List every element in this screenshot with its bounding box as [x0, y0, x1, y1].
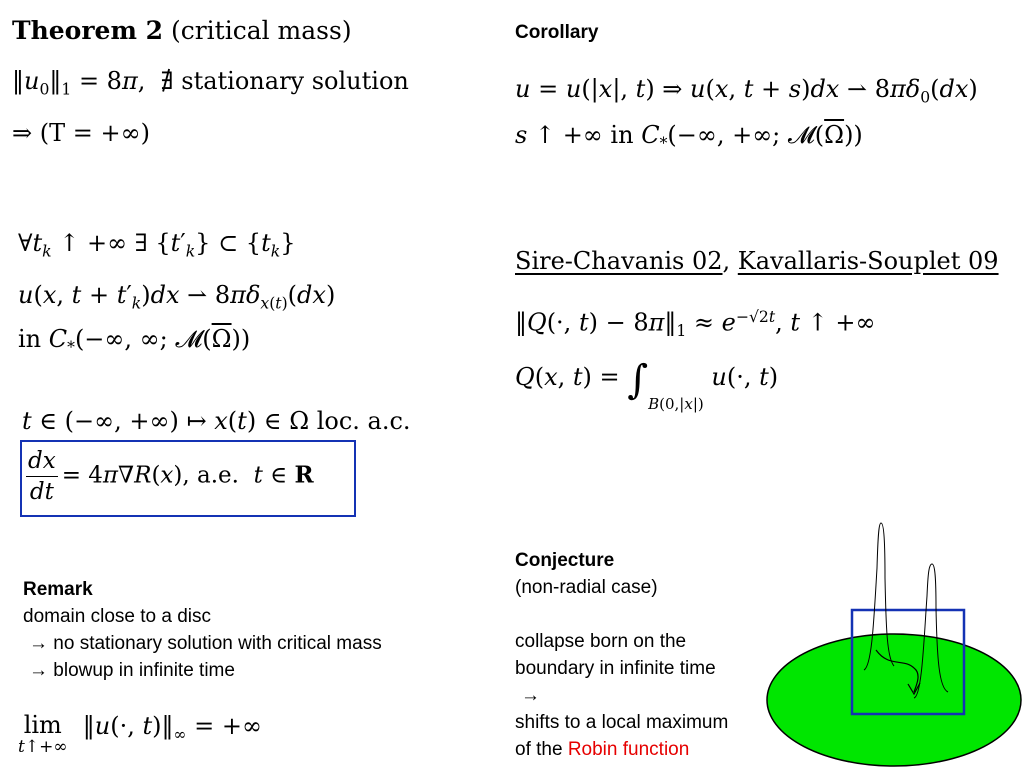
remark-item-no-stationary: → no stationary solution with critical mass	[29, 633, 382, 654]
subsequence-line: $\forall t_k$ ↑ +∞ ∃ $\{t'_k\}$ ⊂ $\{t_k\}$	[18, 229, 296, 261]
boxed-equation: $\frac{dx}{dt}$ = 4π∇R(x), a.e. t ∈ R	[28, 448, 314, 505]
theorem-statement-line1: $‖u_0‖_1 = 8\pi$, ∄ stationary solution	[12, 67, 409, 99]
reference-kavallaris-souplet[interactable]: Kavallaris-Souplet 09	[737, 247, 999, 275]
concentration-line: u(x, $t + t'_k)dx$ ⇀ $8\pi\delta_{x(t)}(dx)$	[18, 281, 336, 313]
conjecture-arrow: →	[521, 685, 540, 706]
robin-function-highlight: Robin function	[567, 739, 690, 760]
dx-dt-fraction: $\frac{dx}{dt}$	[28, 448, 56, 505]
conjecture-line3: shifts to a local maximum	[515, 712, 729, 733]
theorem-title: Theorem 2	[12, 16, 163, 45]
theorem-statement-line2: ⇒ (T = +∞)	[12, 119, 150, 147]
corollary-title: Corollary	[515, 22, 599, 43]
trajectory-line: t ∈ (−∞, +∞) ↦ x(t) ∈ Ω loc. a.c.	[22, 407, 411, 435]
remark-title: Remark	[23, 579, 93, 600]
conjecture-line1: collapse born on the	[515, 631, 687, 652]
conjecture-line4: of the Robin function	[515, 739, 690, 760]
theorem-qualifier: (critical mass)	[170, 16, 352, 45]
collapse-illustration	[764, 518, 1024, 768]
theorem-heading	[12, 16, 352, 46]
reference-sire-chavanis[interactable]: Sire-Chavanis 02	[515, 247, 723, 275]
convergence-space-line: in $C_*(-\infty$, ∞; $𝓜(\overline{\Omega})$)	[18, 325, 251, 357]
limit-formula: lim t↑+∞ ‖u(·, $t)‖_\infty$ = +∞	[18, 711, 262, 757]
integral-definition-line: Q(x, $t) = \int_{B(0,|x|)}$ u(·, t)	[515, 357, 779, 413]
remark-item-blowup: → blowup in infinite time	[29, 660, 235, 681]
conjecture-subtitle: (non-radial case)	[515, 577, 658, 598]
domain-ellipse	[767, 634, 1021, 766]
corollary-line2: s ↑ +∞ in $C_*(-\infty$, +∞; $𝓜(\overline{\Omega})$)	[515, 121, 863, 153]
remark-line: domain close to a disc	[23, 606, 211, 627]
decay-estimate-line: ‖Q(·, $t) - 8\pi‖_1 \approx e^{-√2t}$, t ↑ +∞	[515, 308, 876, 341]
corollary-line1: u = u(|x|, t) ⇒ u(x, t + s)dx ⇀ $8\pi\delta_0(dx)$	[515, 75, 978, 107]
conjecture-line2: boundary in infinite time	[515, 658, 716, 679]
conjecture-title: Conjecture	[515, 550, 615, 571]
references-line: Sire-Chavanis 02, Kavallaris-Souplet 09	[515, 247, 999, 275]
